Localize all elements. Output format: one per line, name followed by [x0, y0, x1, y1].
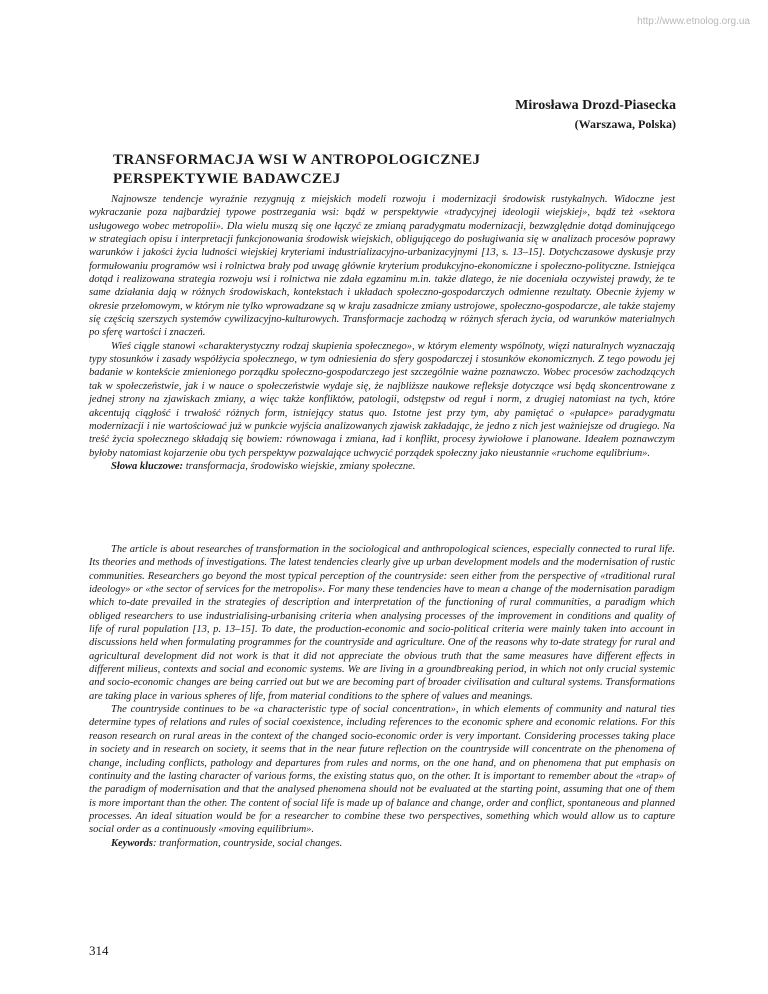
watermark-url: http://www.etnolog.org.ua: [637, 16, 750, 27]
page-number: 314: [89, 943, 109, 958]
keywords-pl-text: transformacja, środowisko wiejskie, zmiany społeczne.: [183, 460, 416, 472]
abstract-pl-paragraph-1: Najnowsze tendencje wyraźnie rezygnują z miejskich modeli rozwoju i modernizacji środowisk rustykalnych. Widoczne jest wykraczanie poza najbardziej typowe postrzegania wsi: bądź w perspektywie «tradycyjnej ideologii wiejskiej», bądź też «sektora usługowego wobec metropolii». Dla wielu muszą się one łączyć ze zmianą paradygmatu modernizacji, bezwzględnie dotąd dominującego w strategiach opisu i interpretacji funkcjonowania środowisk wiejskich, obligującego do posługiwania się w analizach procesów poprawy warunków i jakości życia ludności wiejskiej kryteriami industrializacyjno-urbanizacyjnymi [13, s. 13–15]. Dotychczasowe dyskusje przy formułowaniu programów wsi i rolnictwa brały pod uwagę głównie kryterium produkcyjno-ekonomiczne i społeczno-polityczne. Istniejąca dotąd i realizowana strategia rozwoju wsi i rolnictwa nie zdała egzaminu m.in. także dlatego, że nie doceniała oczywistej prawdy, że te same działania dają w różnych środowiskach, kontekstach i układach społeczno-gospodarczych odmienne rezultaty. Obecnie żyjemy w okresie przełomowym, w którym nie tylko wprowadzane są w kraju zasadnicze zmiany ustrojowe, społeczno-gospodarcze, ale także stajemy się częścią szerszych systemów cywilizacyjno-kulturowych. Transformacje zachodzą w różnych sferach życia, od warunków materialnych po sferę wartości i znaczeń.: [89, 194, 675, 339]
author-affiliation: (Warszawa, Polska): [574, 117, 676, 131]
keywords-pl: [89, 460, 675, 473]
abstract-english: [89, 543, 675, 850]
abstract-pl-paragraph-2: Wieś ciągle stanowi «charakterystyczny rodzaj skupienia społecznego», w którym elementy wspólnoty, więzi naturalnych wyznaczają typy stosunków i zasady współżycia społecznego, w tym odniesienia do sfery gospodarczej i stosunków ekonomicznych. Z tego powodu jej badanie w kontekście zmienionego porządku społeczno-gospodarczego jest szczególnie ważne poznawczo. Wobec procesów zachodzących tak w społeczeństwie, jak i w nauce o społeczeństwie wydaje się, że najbliższe naukowe refleksje dotyczące wsi będą skoncentrowane z jednej strony na zjawiskach zmiany, a więc także konfliktów, patologii, odstępstw od reguł i norm, z drugiej natomiast na tych, które akcentują ciągłość i trwałość różnych form, istniejący status quo. Istotne jest przy tym, aby pamiętać o «pułapce» paradygmatu modernizacji i nie wartościować już w punkcie wyjścia analizowanych zjawisk zakładając, że jedno z nich jest ważniejsze od drugiego. Na treść życia społecznego składają się bowiem: równowaga i zmiana, ład i konflikt, procesy żywiołowe i planowane. Ideałem poznawczym byłoby natomiast kojarzenie obu tych perspektyw pozwalające uchwycić porządek społeczny jako nieustannie «ruchome equlibrium».: [89, 340, 675, 459]
keywords-pl-label: Słowa kluczowe:: [111, 460, 184, 472]
abstract-polish: [89, 193, 675, 473]
keywords-en-text: : tranformation, countryside, social changes.: [153, 837, 343, 849]
keywords-en-label: Keywords: [111, 837, 153, 849]
article-title: TRANSFORMACJA WSI W ANTROPOLOGICZNEJ PERSPEKTYWIE BADAWCZEJ: [113, 152, 481, 187]
author-name: Mirosława Drozd-Piasecka: [515, 98, 676, 113]
keywords-en: [89, 837, 675, 850]
abstract-en-paragraph-1: The article is about researches of transformation in the sociological and anthropological sciences, especially connected to rural life. Its theories and methods of investigations. The latest tendencies clearly give up urban development models and the modernisation of rustic communities. Researchers go beyond the most typical perception of the countryside: seen either from the perspective of «traditional rural ideology» or «the sector of services for the metropolis». For many these tendencies have to mean a change of the modernisation paradigm which to-date prevailed in the strategies of description and interpretation of the functioning of rural communities, a paradigm which obliged researchers to use industrialising-urbanising criteria when analysing processes of the improvement in conditions and quality of life of rural population [13, p. 13–15]. To date, the production-economic and socio-political criteria were mainly taken into account in discussions held when formulating programmes for the countryside and agriculture. One of the reasons why to-date strategy for rural and agricultural development did not work is that it did not appreciate the obvious truth that the same measures have different effects in different milieus, contexts and social and economic systems. We are living in a groundbreaking period, in which not only crucial systemic and socio-economic changes are being carried out but we are becoming part of broader civilisation and cultural systems. Transformations are taking place in various spheres of life, from material conditions to the sphere of values and meanings.: [89, 544, 675, 702]
author-block: [515, 97, 676, 132]
abstract-en-paragraph-2: The countryside continues to be «a characteristic type of social concentration», in which elements of community and natural ties determine types of relations and rules of social coexistence, including references to the economic sphere and economic relations. For this reason research on rural areas in the context of the changed socio-economic order is very important. Considering processes taking place in society and in research on society, it seems that in the near future reflection on the countryside will concentrate on the phenomena of change, including conflicts, pathology and departures from rules and norms, on the one hand, and on phenomena that put emphasis on continuity and the lasting character of various forms, the existing status quo, on the other. It is important to remember about the «trap» of the paradigm of modernisation and that the analysed phenomena should not be evaluated at the starting point, assuming that one of them is more important than the other. The content of social life is made up of balance and change, order and conflict, spontaneous and planned processes. An ideal situation would be for a researcher to combine these two perspectives, something which would allow us to capture social order as a continuously «moving equilibrium».: [89, 704, 675, 836]
